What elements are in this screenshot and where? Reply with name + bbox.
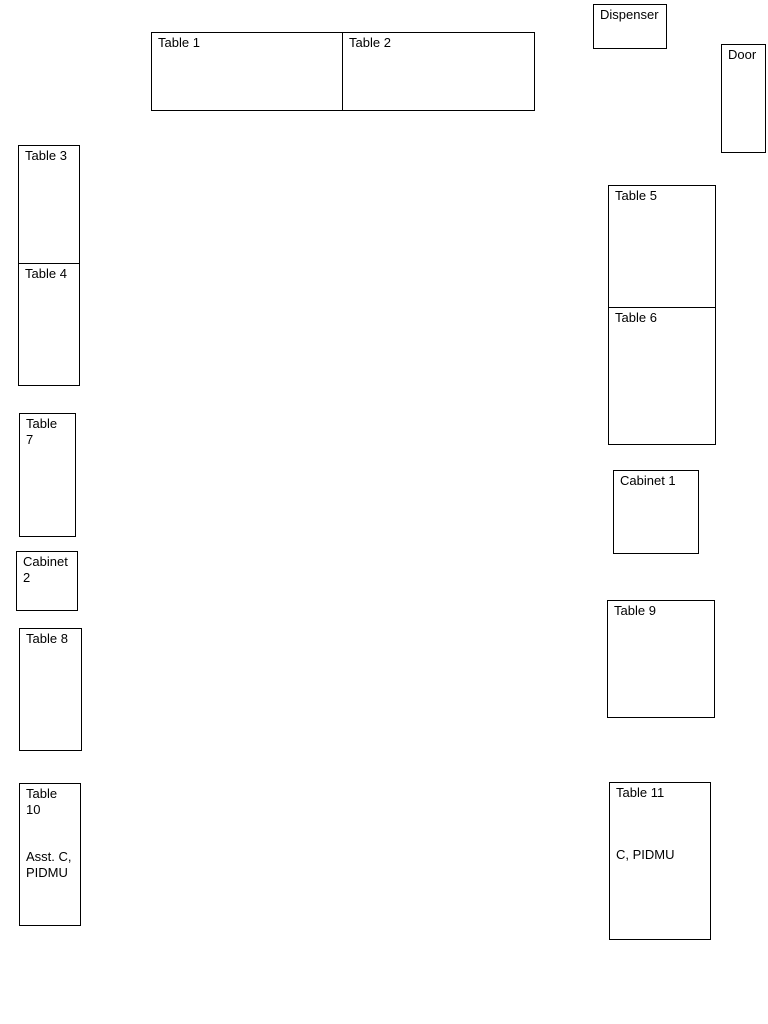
table-2-label: Table 2 [349,35,391,50]
table-10-label: Table 10 [26,786,58,817]
table-6-label: Table 6 [615,310,657,325]
cabinet-1 [613,470,699,554]
table-5-label: Table 5 [615,188,657,203]
table-9-label: Table 9 [614,603,656,618]
table-9 [607,600,715,718]
cabinet-2 [16,551,78,611]
table-8-label: Table 8 [26,631,68,646]
table-5 [608,185,716,309]
table-11-occupant: C, PIDMU [616,847,675,862]
table-1 [151,32,344,111]
door [721,44,766,153]
dispenser-label: Dispenser [600,7,659,22]
dispenser [593,4,667,49]
table-4 [18,263,80,386]
table-10 [19,783,81,926]
table-4-label: Table 4 [25,266,67,281]
table-7-label: Table 7 [26,416,58,447]
table-3-label: Table 3 [25,148,67,163]
table-2 [342,32,535,111]
cabinet-2-label: Cabinet 2 [23,554,68,585]
table-6 [608,307,716,445]
table-7 [19,413,76,537]
table-8 [19,628,82,751]
table-3 [18,145,80,264]
table-11-label: Table 11 [616,785,665,800]
table-11 [609,782,711,940]
table-1-label: Table 1 [158,35,200,50]
table-10-occupant: Asst. C, PIDMU [26,849,72,880]
door-label: Door [728,47,757,62]
cabinet-1-label: Cabinet 1 [620,473,676,488]
